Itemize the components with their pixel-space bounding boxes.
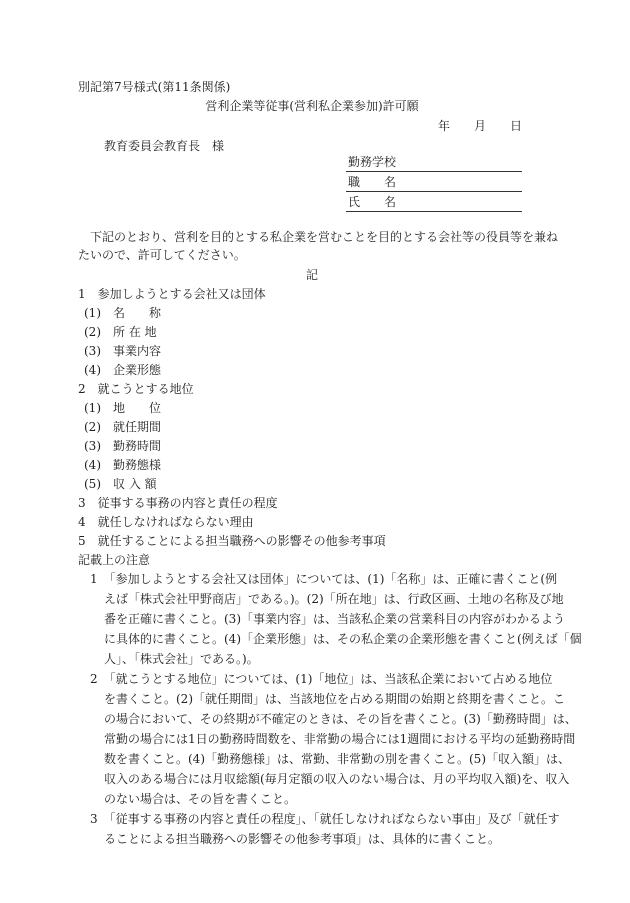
sub-item: (3) 勤務時間 <box>84 439 161 453</box>
note-line: 数を書くこと。(4)「勤務態様」は、常勤、非常勤の別を書くこと。(5)「収入額」は、 <box>104 752 570 766</box>
addressee: 教育委員会教育長 様 <box>104 139 225 153</box>
note-line: ることによる担当職務への影響その他参考事項」は、具体的に書くこと。 <box>104 832 501 846</box>
sub-item: (2) 所 在 地 <box>84 325 157 339</box>
applicant-school-label: 勤務学校 <box>348 155 397 169</box>
date-line: 年 月 日 <box>438 119 523 133</box>
note-line: 2 「就こうとする地位」については、(1)「地位」は、当該私企業において占める地位 <box>90 672 553 686</box>
note-line: 常勤の場合には1日の勤務時間数を、非常勤の場合には1週間における平均の延勤務時間 <box>104 732 576 746</box>
applicant-name-label: 氏 名 <box>348 195 397 209</box>
sub-item: (5) 収 入 額 <box>84 477 157 491</box>
note-line: 番を正確に書くこと。(3)「事業内容」は、当該私企業の営業科目の内容がわかるよう <box>104 612 566 626</box>
note-line: の場合において、その終期が不確定のときは、その旨を書くこと。(3)「勤務時間」は、 <box>104 712 577 726</box>
applicant-name-row <box>346 191 522 212</box>
sub-item: (3) 事業内容 <box>84 344 161 358</box>
item-heading: 1 参加しようとする会社又は団体 <box>78 287 266 301</box>
applicant-position-label: 職 名 <box>348 175 397 189</box>
sub-item: (4) 企業形態 <box>84 363 161 377</box>
applicant-position-row <box>346 171 522 192</box>
item-heading: 5 就任することによる担当職務への影響その他参考事項 <box>78 534 386 548</box>
sub-item: (2) 就任期間 <box>84 420 161 434</box>
sub-item: (1) 地 位 <box>84 401 161 415</box>
ki-heading: 記 <box>305 268 318 282</box>
sub-item: (1) 名 称 <box>84 306 161 320</box>
request-line: たいので、許可してください。 <box>78 248 246 262</box>
applicant-school-row <box>346 151 522 172</box>
request-line: 下記のとおり、営利を目的とする私企業を営むことを目的とする会社等の役員等を兼ね <box>78 230 559 244</box>
note-line: のない場合は、その旨を書くこと。 <box>104 792 297 806</box>
note-line: 3 「従事する事務の内容と責任の程度」、「就任しなければならない事由」及び「就任す <box>90 812 560 826</box>
item-heading: 2 就こうとする地位 <box>78 382 194 396</box>
item-heading: 3 従事する事務の内容と責任の程度 <box>78 496 278 510</box>
item-heading: 4 就任しなければならない理由 <box>78 515 254 529</box>
note-line: 1 「参加しようとする会社又は団体」については、(1)「名称」は、正確に書くこと(例 <box>90 572 558 586</box>
note-line: 収入のある場合には月収総額(毎月定額の収入のない場合は、月の平均収入額)を、収入 <box>104 772 570 786</box>
document-title: 営利企業等従事(営利私企業参加)許可願 <box>205 99 419 113</box>
note-line: 人」、「株式会社」である。)。 <box>104 652 259 666</box>
form-label: 別記第7号様式(第11条関係) <box>78 80 231 94</box>
note-line: を書くこと。(2)「就任期間」は、当該地位を占める期間の始期と終期を書くこと。こ <box>104 692 566 706</box>
sub-item: (4) 勤務態様 <box>84 458 161 472</box>
note-line: に具体的に書くこと。(4)「企業形態」は、その私企業の企業形態を書くこと(例えば「個 <box>104 632 582 646</box>
notes-heading: 記載上の注意 <box>78 553 151 567</box>
note-line: えば「株式会社甲野商店」である。)。(2)「所在地」は、行政区画、土地の名称及び地 <box>104 592 564 606</box>
